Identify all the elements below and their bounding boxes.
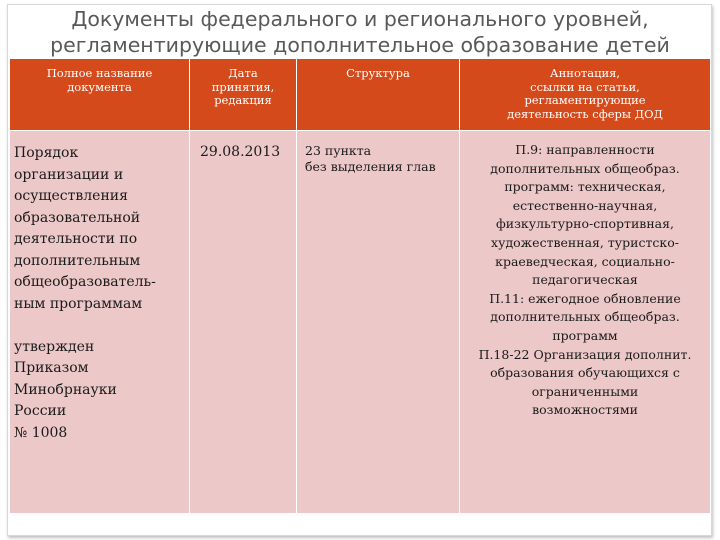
table-header-row	[10, 59, 711, 131]
annotation-line: естественно-научная,	[512, 197, 658, 213]
annotation-line: ограниченными	[531, 383, 639, 399]
annotation-line: программ: техническая,	[504, 179, 666, 195]
header-text: деятельность сферы ДОД	[507, 106, 663, 121]
doc-name-line: дополнительным	[14, 252, 141, 269]
table-row	[10, 131, 711, 514]
doc-name-line: общеобразователь-	[14, 274, 156, 290]
cell-document-name	[10, 131, 190, 514]
header-text: ссылки на статьи,	[530, 79, 640, 94]
annotation-line: дополнительных общеобраз.	[490, 309, 680, 325]
structure-line: без выделения глав	[305, 159, 436, 174]
doc-name-line: деятельности по	[14, 231, 138, 247]
annotation-line: программ	[552, 327, 618, 343]
approved-line: № 1008	[14, 424, 68, 441]
header-text: регламентирующие	[524, 93, 646, 107]
annotation-line: художественная, туристско-	[491, 234, 679, 250]
header-full-name	[10, 59, 190, 131]
adoption-date: 29.08.2013	[200, 144, 281, 160]
approved-line: Минобрнауки	[14, 381, 117, 398]
header-date	[190, 59, 297, 131]
annotation-line: П.9: направленности	[515, 142, 655, 157]
annotation-line: возможностями	[532, 402, 638, 418]
header-text: Полное название	[46, 66, 153, 80]
spacer	[14, 315, 183, 337]
cell-annotation	[460, 131, 711, 514]
header-text: документа	[67, 79, 132, 94]
annotation-line: дополнительных общеобраз.	[490, 160, 680, 176]
approved-line: России	[14, 403, 67, 419]
slide-title	[0, 6, 720, 58]
header-text: Аннотация,	[549, 66, 621, 80]
header-text: Дата	[228, 66, 258, 80]
approved-line: Приказом	[14, 360, 89, 376]
header-text: принятия,	[211, 79, 275, 94]
annotation-line: П.11: ежегодное обновление	[489, 290, 681, 306]
doc-name-line: Порядок	[14, 145, 79, 161]
structure-line: 23 пункта	[305, 143, 372, 158]
header-text: редакция	[214, 93, 272, 107]
header-structure	[297, 59, 460, 131]
doc-name-line: ным программам	[14, 295, 143, 312]
doc-name-line: организации и	[14, 166, 124, 183]
doc-name-line: осуществления	[14, 188, 128, 204]
title-line-1: Документы федерального и регионального уровней,	[71, 7, 649, 31]
cell-date	[190, 131, 297, 514]
title-line-2: регламентирующие дополнительное образование детей	[50, 33, 670, 57]
annotation-line: педагогическая	[532, 272, 638, 288]
header-annotation	[460, 59, 711, 131]
annotation-line: образования обучающихся с	[490, 365, 680, 381]
documents-table	[9, 58, 711, 514]
annotation-line: П.18-22 Организация дополнит.	[478, 346, 692, 362]
header-text: Структура	[346, 66, 410, 80]
doc-name-line: образовательной	[14, 209, 141, 226]
annotation-line: краеведческая, социально-	[495, 253, 675, 269]
cell-structure	[297, 131, 460, 514]
approved-line: утвержден	[14, 338, 95, 355]
annotation-line: физкультурно-спортивная,	[496, 216, 674, 232]
